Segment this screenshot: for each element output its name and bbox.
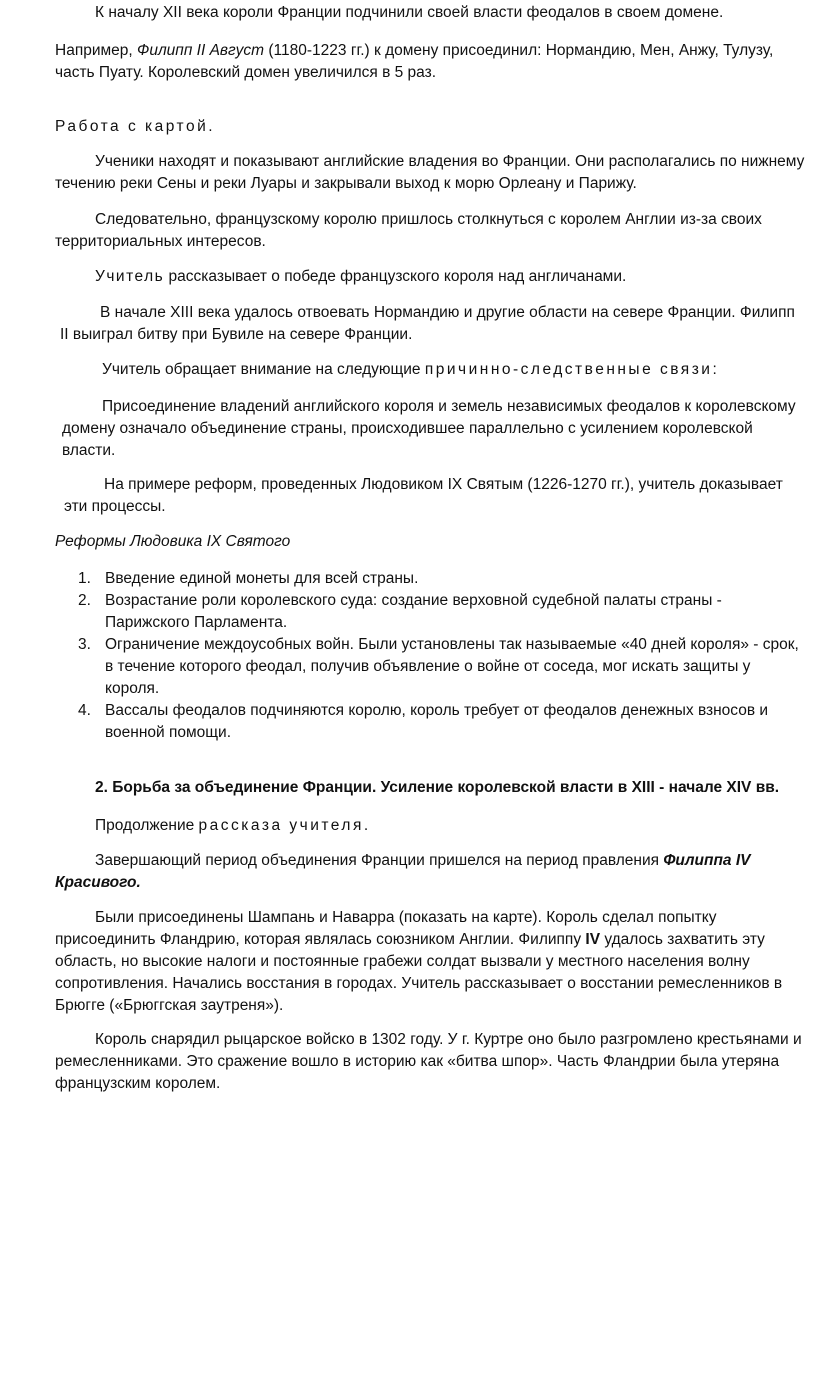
text-segment: (1180-1223 гг.) к домену присоединил: Нормандию, Мен, Анжу, Тулузу, часть Пуату. Королевский домен увеличился в 5 раз. bbox=[55, 42, 774, 81]
paragraph-conflict-england: Следовательно, французскому королю пришлось столкнуться с королем Англии из-за своих территориальных интересов. bbox=[55, 211, 762, 250]
text-segment: Завершающий период объединения Франции пришелся на период правления bbox=[95, 852, 664, 869]
list-item-number: 4. bbox=[78, 702, 91, 719]
paragraph-story-continuation bbox=[95, 815, 807, 837]
paragraph-battle-of-spurs: Король снарядил рыцарское войско в 1302 году. У г. Куртре оно было разгромлено крестьянами и ремесленниками. Это сражение вошло в историю как «битва шпор». Часть Фландрии была утеряна французским королем. bbox=[55, 1031, 802, 1092]
paragraph-feudal-domain: К началу XII века короли Франции подчинили своей власти феодалов в своем домене. bbox=[95, 4, 724, 21]
reforms-heading: Реформы Людовика IX Святого bbox=[55, 533, 291, 550]
text-segment: Продолжение bbox=[95, 817, 199, 834]
teacher-story-phrase: рассказа учителя. bbox=[198, 817, 371, 834]
list-item-text: Введение единой монеты для всей страны. bbox=[105, 570, 419, 587]
text-segment: удалось захватить эту область, но высокие налоги и постоянные грабежи солдат вызвали у местного населения волну сопротивления. Начались восстания в городах. Учитель рассказывает о восстании ремесленников в Брюгге («Брюггская заутреня»). bbox=[55, 931, 783, 1014]
map-work-heading: Работа с картой. bbox=[55, 118, 216, 135]
paragraph-teacher-story bbox=[55, 266, 807, 288]
paragraph-xiii-century: В начале XIII века удалось отвоевать Нормандию и другие области на севере Франции. Филипп II выиграл битву при Бувиле на севере Франции. bbox=[60, 304, 795, 343]
text-segment: Были присоединены Шампань и Наварра (показать на карте). Король сделал попытку присоединить Фландрию, которая являлась союзником Англии. Филиппу bbox=[55, 909, 717, 948]
paragraph-philip-augustus bbox=[55, 40, 807, 84]
list-item-text: Вассалы феодалов подчиняются королю, король требует от феодалов денежных взносов и военной помощи. bbox=[105, 702, 769, 741]
list-item bbox=[55, 700, 807, 744]
text-segment: Учитель обращает внимание на следующие bbox=[102, 361, 425, 378]
list-item bbox=[55, 634, 807, 700]
paragraph-unification: Присоединение владений английского короля и земель независимых феодалов к королевскому домену означало объединение страны, происходившее параллельно с усилением королевской власти. bbox=[62, 398, 796, 459]
paragraph-causal-links bbox=[62, 359, 807, 381]
list-item-text: Возрастание роли королевского суда: создание верховной судебной палаты страны - Парижского Парламента. bbox=[105, 592, 722, 631]
paragraph-english-possessions: Ученики находят и показывают английские владения во Франции. Они располагались по нижнему течению реки Сены и реки Луары и закрывали выход к морю Орлеану и Парижу. bbox=[55, 153, 805, 192]
ruler-name-philip-iv: Филиппа IV Красивого. bbox=[55, 852, 751, 891]
roman-numeral-iv: IV bbox=[585, 931, 601, 948]
list-item-number: 1. bbox=[78, 570, 91, 587]
list-item bbox=[55, 568, 807, 590]
list-item bbox=[55, 590, 807, 634]
causal-links-phrase: причинно-следственные связи: bbox=[424, 361, 720, 378]
list-item-text: Ограничение междоусобных войн. Были установлены так называемые «40 дней короля» - срок, в течение которого феодал, получив объявление о войне от соседа, мог искать защиты у короля. bbox=[105, 636, 799, 697]
list-item-number: 2. bbox=[78, 592, 91, 609]
paragraph-louis-reforms-intro: На примере реформ, проведенных Людовиком IX Святым (1226-1270 гг.), учитель доказывает эти процессы. bbox=[64, 476, 783, 515]
ruler-name-philip-ii: Филипп II Август bbox=[137, 42, 265, 59]
paragraph-philip-iv bbox=[55, 850, 807, 894]
paragraph-flanders bbox=[55, 907, 807, 1017]
list-item-number: 3. bbox=[78, 636, 91, 653]
text-segment: рассказывает о победе французского короля над англичанами. bbox=[164, 268, 627, 285]
teacher-word: Учитель bbox=[95, 268, 165, 285]
text-segment: Например, bbox=[55, 42, 137, 59]
reforms-list bbox=[55, 568, 807, 744]
section-2-heading: 2. Борьба за объединение Франции. Усиление королевской власти в XIII - начале XIV вв. bbox=[95, 779, 780, 796]
